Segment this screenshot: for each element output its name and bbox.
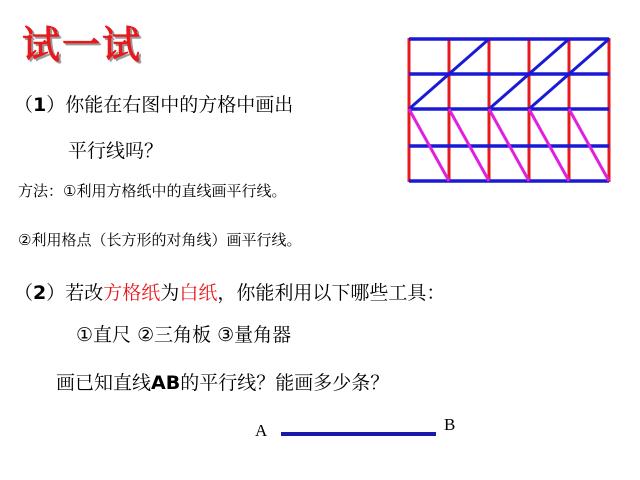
method-line-2: ②利用格点（长方形的对角线）画平行线。: [18, 231, 302, 249]
line-ab-label: AB: [151, 372, 181, 394]
question-1-line-1: （1）你能在右图中的方格中画出: [14, 94, 294, 116]
grid-diagram: [405, 36, 615, 186]
tools-list: ①直尺 ②三角板 ③量角器: [76, 324, 292, 346]
question-2-pre: 若改: [65, 282, 104, 304]
question-2-mid: 为: [160, 282, 180, 304]
grid-paper-highlight: 方格纸: [103, 282, 161, 304]
method-line-1: 方法：①利用方格纸中的直线画平行线。: [18, 182, 287, 200]
question-1-line-2: 平行线吗？: [68, 140, 164, 162]
slide-title: 试一试: [22, 22, 143, 67]
horizontal-grid-lines: [409, 39, 609, 181]
question-2: （2）若改方格纸为白纸，你能利用以下哪些工具：: [14, 282, 446, 304]
segment-ab: [281, 432, 436, 436]
draw-question-pre: 画已知直线: [56, 372, 152, 394]
point-b-label: B: [444, 415, 456, 434]
draw-question: [56, 368, 389, 395]
draw-question-post: 的平行线？能画多少条？: [180, 372, 390, 394]
point-a-label: A: [255, 421, 268, 440]
blank-paper-highlight: 白纸: [179, 282, 218, 304]
question-2-number: 2: [33, 282, 47, 304]
question-1-text: 你能在右图中的方格中画出: [65, 94, 294, 116]
question-2-post: ，你能利用以下哪些工具：: [217, 282, 446, 304]
question-1-number: 1: [33, 94, 47, 116]
